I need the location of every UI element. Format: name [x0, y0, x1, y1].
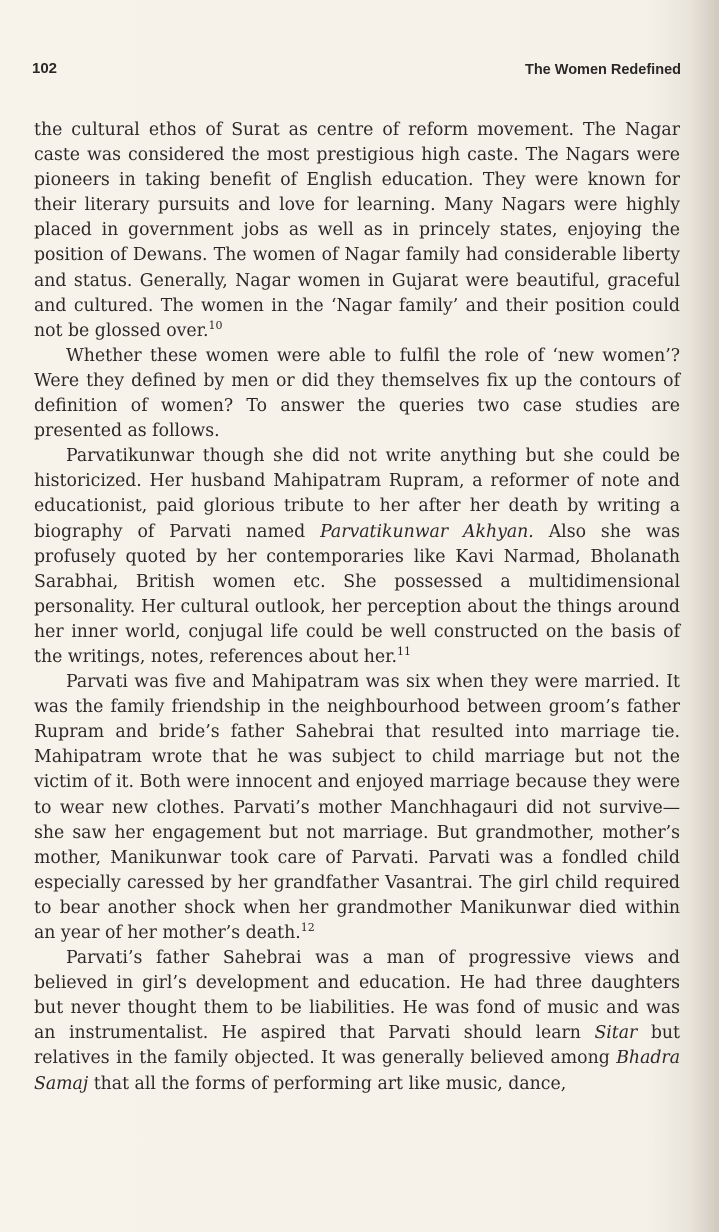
paragraph [34, 670, 680, 946]
paragraph [34, 946, 680, 1097]
text-run: the cultural ethos of Surat as centre of reform movement. The Nagar caste was considered the most prestigious high caste. The Nagars were pioneers in taking benefit of English education. They were known for their literary pursuits and love for learning. Many Nagars were highly placed in government jobs as well as in princely states, enjoying the position of Dewans. The women of Nagar family had considerable liberty and status. Generally, Nagar women in Gujarat were beautiful, graceful and cultured. The women in the ‘Nagar family’ and their position could not be glossed over. [34, 120, 680, 341]
italic-text: Sitar [594, 1023, 638, 1044]
text-run: Whether these women were able to fulfil the role of ‘new women’? Were they defined by men or did they themselves fix up the contours of definition of women? To answer the queries two case studies are presented as follows. [34, 345, 680, 442]
text-run: Parvati was five and Mahipatram was six when they were married. It was the family friendship in the neighbourhood between groom’s father Rupram and bride’s father Sahebrai that resulted into marriage tie. Mahipatram wrote that he was subject to child marriage but not the victim of it. Both were innocent and enjoyed marriage because they were to wear new clothes. Parvati’s mother Manchhagauri did not survive—she saw her engagement but not marriage. But grandmother, mother’s mother, Manikunwar took care of Parvati. Parvati was a fondled child especially caressed by her grandfather Vasantrai. The girl child required to bear another shock when her grandmother Manikunwar died within an year of her mother’s death. [34, 672, 680, 943]
paragraph [34, 118, 680, 344]
text-run: Parvatikunwar though she did not write anything but she could be historicized. Her husband Mahipatram Rupram, a reformer of note and educationist, paid glorious tribute to her after her death by writing a biography of Parvati named [34, 446, 680, 542]
running-title: The Women Redefined [524, 62, 681, 78]
text-run: Also she was profusely quoted by her contemporaries like Kavi Narmad, Bholanath Sarabhai, British women etc. She possessed a multidimensional personality. Her cultural outlook, her perception about the things around her inner world, conjugal life could be well constructed on the basis of the writings, notes, references about her. [34, 521, 680, 667]
footnote-ref: 10 [208, 318, 223, 332]
italic-text: Parvatikunwar Akhyan. [320, 521, 534, 542]
text-run: Parvati’s father Sahebrai was a man of progressive views and believed in girl’s development and education. He had three daughters but never thought them to be liabilities. He was fond of music and was an instrumentalist. He aspired that Parvati should learn [34, 948, 680, 1044]
text-run: that all the forms of performing art like music, dance, [88, 1073, 567, 1094]
text-run: but relatives in the family objected. It was generally believed among [34, 1023, 680, 1069]
paragraph [34, 344, 680, 444]
footnote-ref: 12 [300, 921, 315, 935]
paragraph [34, 444, 680, 670]
italic-text: Bhadra Samaj [34, 1048, 680, 1094]
body-text [34, 118, 680, 1097]
footnote-ref: 11 [397, 645, 411, 659]
page-number: 102 [32, 60, 58, 77]
page-header [32, 60, 681, 84]
